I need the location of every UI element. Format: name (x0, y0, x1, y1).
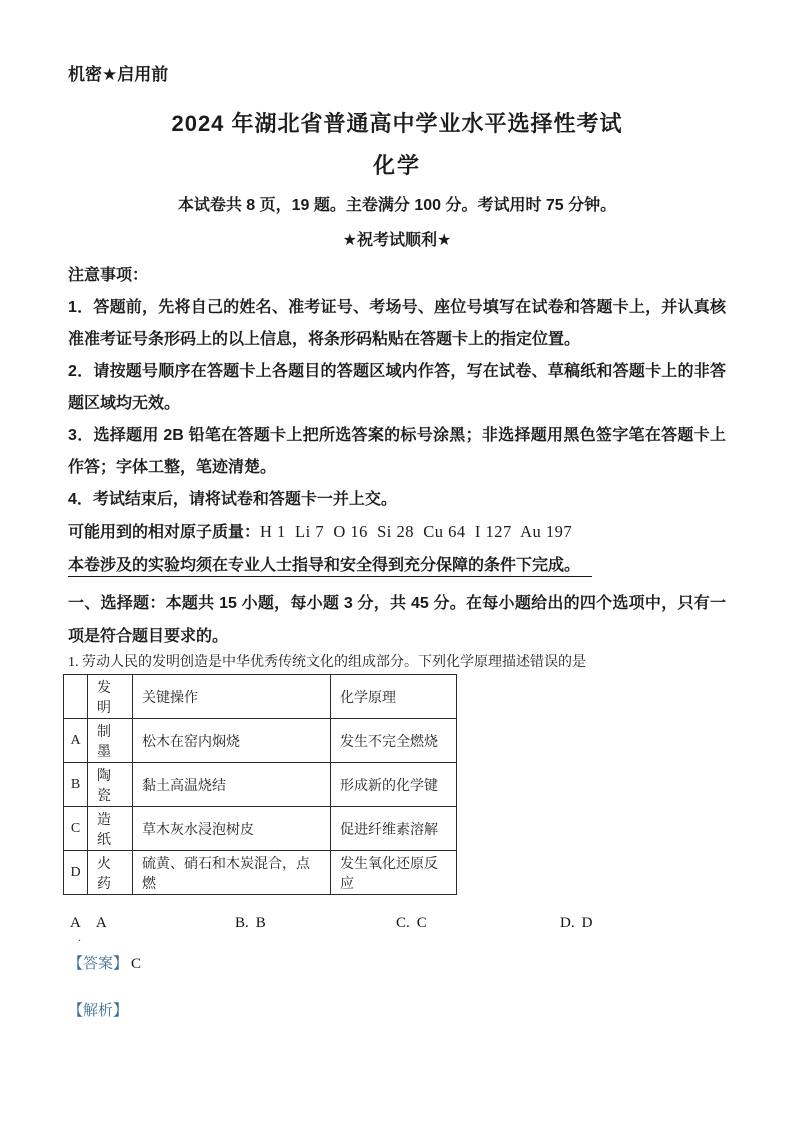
table-cell: 黏土高温烧结 (133, 763, 331, 807)
atomic-mass-values: H 1 Li 7 O 16 Si 28 Cu 64 I 127 Au 197 (260, 522, 573, 541)
table-cell: 发生不完全燃烧 (331, 719, 457, 763)
exam-wish-line: ★祝考试顺利★ (342, 232, 452, 249)
safety-note: 本卷涉及的实验均须在专业人士指导和安全得到充分保障的条件下完成。 (68, 557, 592, 577)
invention-principle-table (63, 674, 457, 895)
notice-item-3: 3．选择题用 2B 铅笔在答题卡上把所选答案的标号涂黑；非选择题用黑色签字笔在答题卡上作答；字体工整，笔迹清楚。 (68, 427, 726, 476)
option-c-text: C (416, 915, 427, 931)
paper-info-line: 本试卷共 8 页，19 题。主卷满分 100 分。考试用时 75 分钟。 (177, 197, 617, 214)
question-1-stem: 1. 劳动人民的发明创造是中华优秀传统文化的组成部分。下列化学原理描述错误的是 (68, 655, 586, 670)
analysis-label: 【解析】 (68, 1003, 129, 1019)
option-d (560, 915, 592, 932)
table-cell: 松木在窑内焖烧 (133, 719, 331, 763)
table-cell: 发生氧化还原反应 (331, 851, 457, 895)
answer-value: C (131, 956, 142, 972)
notices-heading: 注意事项： (68, 267, 149, 284)
section-heading: 一、选择题：本题共 15 小题，每小题 3 分，共 45 分。在每小题给出的四个选项中，只有一项是符合题目要求的。 (68, 595, 726, 645)
option-b (235, 915, 266, 932)
table-cell: 形成新的化学键 (331, 763, 457, 807)
table-cell: 促进纤维素溶解 (331, 807, 457, 851)
option-d-text: D (581, 915, 593, 931)
stray-period-artifact: . (78, 930, 81, 944)
table-cell: 造纸 (88, 807, 133, 851)
exam-subject: 化学 (372, 153, 421, 178)
table-cell: 草木灰水浸泡树皮 (133, 807, 331, 851)
notices-block (68, 260, 726, 516)
table-cell: 陶瓷 (88, 763, 133, 807)
options-row (68, 915, 726, 944)
option-d-label: D. (560, 915, 575, 931)
notice-item-1: 1．答题前，先将自己的姓名、准考证号、考场号、座位号填写在试卷和答题卡上，并认真核准准考证号条形码上的以上信息，将条形码粘贴在答题卡上的指定位置。 (68, 299, 726, 348)
table-header-cell: 关键操作 (133, 675, 331, 719)
classification-banner: 机密★启用前 (68, 65, 169, 84)
option-a-label: A (70, 915, 81, 931)
table-cell: A (64, 719, 88, 763)
table-row (64, 763, 457, 807)
table-cell: 火药 (88, 851, 133, 895)
answer-line (68, 954, 726, 975)
table-header-cell: 化学原理 (331, 675, 457, 719)
table-row (64, 719, 457, 763)
table-header-cell (64, 675, 88, 719)
table-cell: D (64, 851, 88, 895)
atomic-mass-line (68, 516, 726, 549)
table-row (64, 851, 457, 895)
table-cell: 硫黄、硝石和木炭混合，点燃 (133, 851, 331, 895)
analysis-line (68, 1001, 726, 1022)
table-header-row (64, 675, 457, 719)
table-cell: C (64, 807, 88, 851)
atomic-mass-label: 可能用到的相对原子质量： (68, 524, 261, 541)
option-a-text: A (95, 915, 107, 931)
answer-label: 【答案】 (68, 956, 129, 972)
notice-item-2: 2．请按题号顺序在答题卡上各题目的答题区域内作答，写在试卷、草稿纸和答题卡上的非答题区域均无效。 (68, 363, 726, 412)
table-header-cell: 发明 (88, 675, 133, 719)
notice-item-4: 4．考试结束后，请将试卷和答题卡一并上交。 (68, 491, 397, 508)
safety-note-line (68, 554, 726, 578)
option-c (396, 915, 427, 932)
table-row (64, 807, 457, 851)
option-a (70, 915, 107, 944)
option-b-label: B. (235, 915, 249, 931)
table-cell: B (64, 763, 88, 807)
exam-title: 2024 年湖北省普通高中学业水平选择性考试 (171, 111, 623, 136)
option-c-label: C. (396, 915, 410, 931)
option-b-text: B (255, 915, 266, 931)
table-cell: 制墨 (88, 719, 133, 763)
